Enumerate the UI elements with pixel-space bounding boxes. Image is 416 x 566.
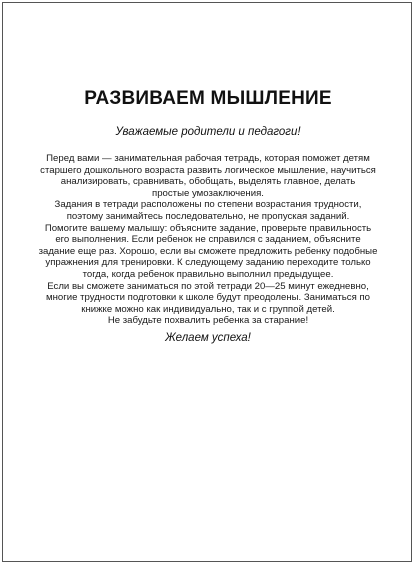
body-line: тогда, когда ребенок правильно выполнил предыдущее. [82, 268, 334, 280]
closing-line: Желаем успеха! [165, 332, 251, 344]
body-line: Помогите вашему малышу: объясните задание, проверьте правильность [44, 222, 372, 234]
body-line: Задания в тетради расположены по степени возрастания трудности, [54, 199, 362, 211]
greeting-heading: Уважаемые родители и педагоги! [115, 126, 301, 138]
body-line: простые умозаключения. [152, 187, 264, 199]
body-line: старшего дошкольного возраста развить логическое мышление, научиться [40, 164, 376, 176]
page-title: РАЗВИВАЕМ МЫШЛЕНИЕ [84, 88, 332, 109]
body-line: Не забудьте похвалить ребенка за старание! [107, 315, 309, 327]
body-line: анализировать, сравнивать, обобщать, выделять главное, делать [60, 176, 356, 188]
body-line: его выполнения. Если ребенок не справился с заданием, объясните [55, 234, 361, 246]
body-line: Перед вами — занимательная рабочая тетрадь, которая поможет детям [46, 153, 370, 164]
body-line: Если вы сможете заниматься по этой тетради 20—25 минут ежедневно, [47, 280, 369, 292]
body-line: задание еще раз. Хорошо, если вы сможете предложить ребенку подобные [38, 245, 378, 257]
body-line: упражнения для тренировки. К следующему заданию переходите только [45, 257, 371, 269]
body-text [38, 153, 378, 327]
body-line: книжке можно как индивидуально, так и с группой детей. [81, 303, 335, 315]
body-line: многие трудности подготовки к школе будут преодолены. Заниматься по [46, 292, 370, 304]
body-line: поэтому занимайтесь последовательно, не пропуская заданий. [66, 210, 350, 222]
